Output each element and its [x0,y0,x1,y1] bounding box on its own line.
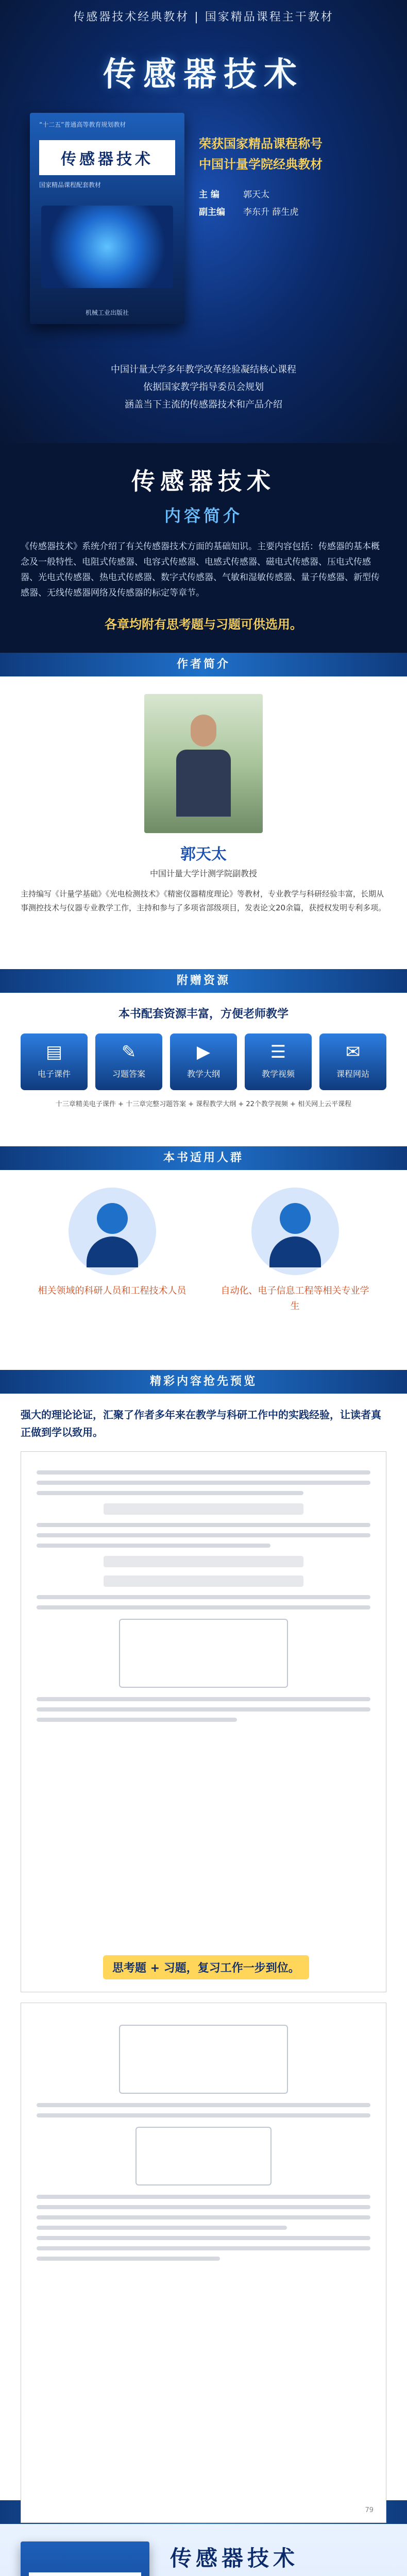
preview-heading: 强大的理论论证，汇聚了作者多年来在教学与科研工作中的实践经验，让读者真正做到学以致用。 [21,1409,381,1438]
award-line-1: 荣获国家精品课程称号 [199,137,323,151]
editor-name: 郭天太 [243,190,269,200]
hero-note: 依据国家教学指导委员会规划 [143,382,264,393]
preview-section [0,1394,407,2514]
preview-page-2 [21,2003,386,2523]
book-series: “十二五”普通高等教育规划教材 [39,121,126,128]
preview-figure [135,2127,271,2185]
bookinfo-table [170,2541,386,2576]
resource-item [21,1033,88,1090]
preview-figure [119,2025,288,2094]
section-preview-title: 精彩内容抢先预览 [0,1370,407,1394]
header-label: 传感器技术经典教材 | 国家精品课程主干教材 [73,11,334,24]
author-photo [144,694,263,833]
author-name: 郭天太 [180,845,227,863]
author-bio: 主持编写《计量学基础》《光电检测技术》《精密仪器精度理论》等教材，专业教学与科研经验丰富，长期从事测控技术与仪器专业教学工作，主持和参与了多项省部级项目，发表论文20余篇，获授权发明专利多项。 [21,889,386,912]
award-line-2: 中国计量学院经典教材 [199,157,323,172]
website-icon: ✉ [345,1042,361,1062]
editor-name: 李东升 薛生虎 [243,207,299,217]
intro-section [0,443,407,653]
audience-section [0,1170,407,1370]
hero-banner [0,0,407,443]
book-cover-subtitle: 国家精品课程配套教材 [39,181,101,189]
resource-label: 教学大纲 [186,1069,220,1079]
intro-text: 《传感器技术》系统介绍了有关传感器技术方面的基础知识。主要内容包括：传感器的基本概念及一般特性、电阻式传感器、电容式传感器、电感式传感器、磁电式传感器、压电式传感器、光电式传感器、热电式传感器、数字式传感器、气敏和湿敏传感器、量子传感器、新型传感器、无线传感器网络及传感器的标定等章节。 [21,541,380,598]
engineer-icon [69,1188,156,1275]
resources-section [0,993,407,1146]
graduate-icon [251,1188,339,1275]
resource-item [170,1033,237,1090]
resource-label: 习题答案 [112,1069,145,1079]
editors [199,186,323,221]
hero-title: 传感器技术 [103,56,304,94]
book-cover-art [41,206,173,288]
bookinfo-cover-title [29,2572,141,2576]
resources-row [21,1033,386,1090]
audience-text: 相关领域的科研人员和工程技术人员 [38,1285,186,1296]
editor-row [199,186,323,204]
resource-item [245,1033,312,1090]
hero-note: 涵盖当下主流的传感器技术和产品介绍 [125,399,282,410]
preview-figure [119,1619,288,1688]
author-role: 中国计量大学计测学院副教授 [149,869,257,878]
resource-item [319,1033,386,1090]
resource-item [95,1033,162,1090]
preview-tip: 思考题 + 习题，复习工作一步到位。 [103,1955,309,1979]
hero-body [0,95,407,324]
author-section [0,676,407,969]
courseware-icon: ▤ [45,1042,63,1062]
editor-role: 主 编 [199,190,219,200]
bookinfo-section [0,2524,407,2576]
section-resources-title: 附赠资源 [0,969,407,993]
bookinfo-cover [21,2541,149,2576]
author-photo-torso [176,750,231,817]
intro-title: 传感器技术 [131,467,276,495]
resource-label: 教学视频 [261,1069,295,1079]
intro-highlight: 各章均附有思考题与习题可供选用。 [105,617,302,632]
audience-item [35,1188,190,1314]
audience-item [218,1188,372,1314]
video-icon: ☰ [270,1042,286,1062]
resources-intro: 本书配套资源丰富，方便老师教学 [118,1008,289,1021]
audience-row [21,1188,386,1314]
resources-list: 十三章精美电子课件 + 十三章完整习题答案 + 课程教学大纲 + 22个教学视频 + 相关网上云平课程 [55,1100,352,1108]
preview-page-1 [21,1451,386,1992]
editor-role: 副主编 [199,207,225,217]
section-author-title: 作者简介 [0,653,407,676]
hero-notes [0,361,407,414]
syllabus-icon: ▶ [196,1042,211,1062]
book-cover-title: 传感器技术 [39,140,175,175]
resource-label: 电子课件 [37,1069,71,1079]
resource-label: 课程网站 [336,1069,369,1079]
editor-row [199,204,323,221]
bookinfo-title: 传感器技术 [170,2546,299,2571]
book-cover-publisher: 机械工业出版社 [85,309,129,316]
book-cover [30,113,184,324]
answers-icon: ✎ [121,1042,137,1062]
hero-note: 中国计量大学多年教学改革经验凝结核心课程 [111,364,296,375]
section-audience-title: 本书适用人群 [0,1146,407,1170]
hero-right [199,113,323,324]
intro-subtitle: 内容简介 [164,506,243,526]
page-number: 79 [365,2506,374,2514]
author-photo-head [191,715,216,747]
audience-text: 自动化、电子信息工程等相关专业学生 [221,1285,369,1312]
